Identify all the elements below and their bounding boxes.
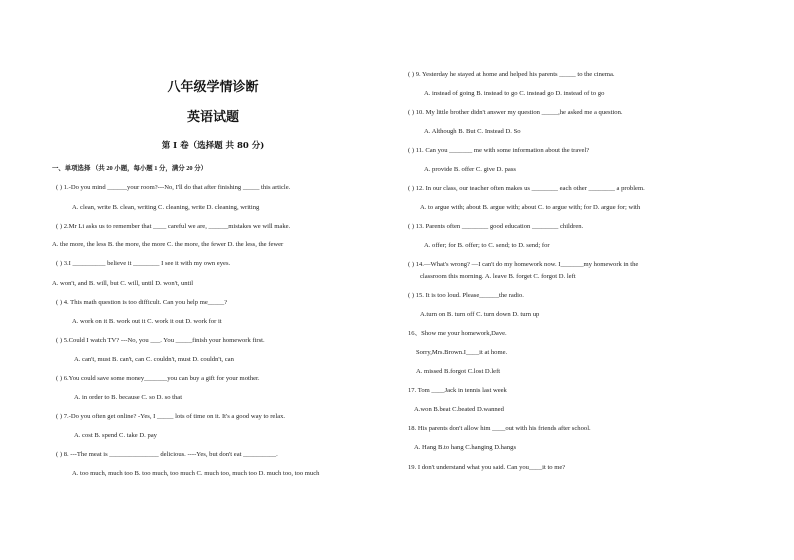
question-2: ( ) 2.Mr Li asks us to remember that ____ careful we are, ______mistakes we will make. [56,223,291,230]
question-16-line-2: Sorry,Mrs.Brown.I____it at home. [416,349,508,356]
question-17: 17. Tom ____Jack in tennis last week [408,387,507,394]
section-heading: 一、单项选择 （共 20 小题，每小题 1 分，满分 20 分） [52,165,207,172]
options-14: classroom this morning. A. leave B. forget C. forgot D. left [420,273,576,280]
options-13: A. offer; for B. offer; to C. send; to D. send; for [424,242,550,249]
options-7: A. cost B. spend C. take D. pay [74,432,157,439]
question-12: ( ) 12. In our class, our teacher often makes us ________ each other ________ a problem. [408,185,645,192]
options-16: A. missed B.forgot C.lost D.left [416,368,501,375]
options-8: A. too much, much too B. too much, too much C. much too, much too D. much too, too much [72,470,320,477]
options-4: A. work on it B. work out it C. work it out D. work for it [72,318,222,325]
options-18: A. Hang B.to hang C.hanging D.hangs [414,444,517,451]
options-10: A. Although B. But C. Instead D. So [424,128,521,135]
options-15: A.turn on B. turn off C. turn down D. turn up [420,311,540,318]
question-18: 18. His parents don't allow him ____out with his friends after school. [408,425,591,432]
question-14: ( ) 14.—What's wrong? —I can't do my homework now. I_______my homework in the [408,261,639,268]
question-4: ( ) 4. This math question is too difficult. Can you help me_____? [56,299,228,306]
options-12: A. to argue with; about B. argue with; about C. to argue with; for D. argue for; with [420,204,641,211]
question-8: ( ) 8. ---The meat is _______________ delicious. ----Yes, but don't eat __________. [56,451,278,458]
subject-title: 英语试题 [186,110,239,125]
question-16: 16、Show me your homework,Dave. [408,330,507,337]
options-5: A. can't, must B. can't, can C. couldn't, must D. couldn't, can [74,356,234,363]
part-heading: 第 I 卷（选择题 共 80 分) [161,141,265,151]
exam-title: 八年级学情诊断 [167,80,259,95]
options-1: A. clean, write B. clean, writing C. cleaning, write D. cleaning, writing [72,204,260,211]
question-19: 19. I don't understand what you said. Can you____it to me? [408,464,566,471]
question-11: ( ) 11. Can you _______ me with some information about the travel? [408,147,590,154]
question-6: ( ) 6.You could save some money_______you can buy a gift for your mother. [56,375,260,382]
question-3: ( ) 3.I __________ believe it ________ I see it with my own eyes. [56,260,231,267]
options-6: A. in order to B. because C. so D. so that [74,394,183,401]
options-11: A. provide B. offer C. give D. pass [424,166,516,173]
question-10: ( ) 10. My little brother didn't answer my question _____,he asked me a question. [408,109,623,116]
question-7: ( ) 7.-Do you often get online? -Yes, I _____ lots of time on it. It's a good way to relax. [56,413,286,420]
question-13: ( ) 13. Parents often ________ good education ________ children. [408,223,584,230]
question-5: ( ) 5.Could I watch TV? ---No, you ___. You _____finish your homework first. [56,337,265,344]
options-9: A. instead of going B. instead to go C. instead go D. instead of to go [424,90,605,97]
question-15: ( ) 15. It is too loud. Please______the radio. [408,292,524,299]
question-1: ( ) 1.-Do you mind ______your room?---No, I'll do that after finishing _____ this article. [56,184,291,191]
options-3: A. won't, and B. will, but C. will, until D. won't, until [52,280,194,287]
options-17: A.won B.beat C.beated D.wanned [414,406,504,413]
options-2: A. the more, the less B. the more, the more C. the more, the fewer D. the less, the fewer [52,241,284,248]
question-9: ( ) 9. Yesterday he stayed at home and helped his parents _____ to the cinema. [408,71,615,78]
